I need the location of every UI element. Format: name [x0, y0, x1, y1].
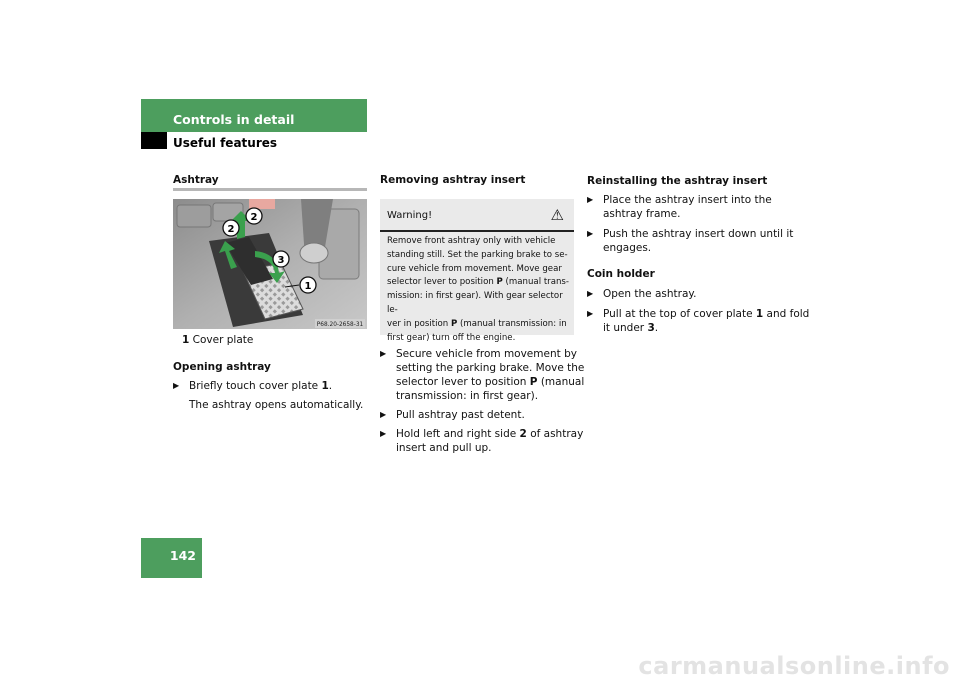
- warning-text-line: mission: in first gear). With gear selector le-: [387, 291, 563, 315]
- remove-step-secure: [396, 347, 584, 403]
- coin-step-fold-line: Pull at the top of cover plate 1 and fold: [603, 308, 810, 320]
- svg-text:3: 3: [277, 255, 285, 266]
- remove-step-hold-line: insert and pull up.: [396, 442, 492, 454]
- footer: [0, 648, 960, 678]
- subsection-title: Useful features: [173, 136, 278, 150]
- header-marker: [141, 132, 167, 149]
- bullet-arrow-icon: ▶: [173, 381, 180, 390]
- coin-step-fold: [603, 307, 809, 335]
- bullet-arrow-icon: ▶: [587, 309, 594, 318]
- svg-text:1: 1: [304, 281, 312, 292]
- warning-text-line: cure vehicle from movement. Move gear: [387, 263, 562, 274]
- remove-step-secure-line: selector lever to position P (manual: [396, 376, 585, 388]
- warning-divider: [380, 230, 574, 232]
- bullet-arrow-icon: ▶: [380, 349, 387, 358]
- reinstall-step-place: Place the ashtray insert into the ashtray frame.: [603, 194, 772, 220]
- warning-triangle-icon: ⚠: [550, 206, 564, 224]
- warning-text-line: ver in position P (manual transmission: in: [387, 318, 567, 329]
- remove-step-hold-line: Hold left and right side 2 of ashtray: [396, 428, 584, 440]
- open-step: Briefly touch cover plate 1.: [189, 380, 333, 392]
- warning-text-line: Remove front ashtray only with vehicle: [387, 236, 556, 246]
- coin-step-fold-line: it under 3.: [603, 322, 659, 334]
- bullet-arrow-icon: ▶: [380, 410, 387, 419]
- bullet-arrow-icon: ▶: [587, 195, 594, 204]
- opening-heading: Opening ashtray: [173, 361, 271, 373]
- svg-text:2: 2: [227, 224, 235, 235]
- coin-holder-heading: Coin holder: [587, 268, 655, 280]
- page-number: 142: [169, 548, 196, 563]
- remove-step-secure-line: setting the parking brake. Move the: [396, 362, 585, 374]
- remove-step-secure-line: transmission: in first gear).: [396, 390, 539, 402]
- svg-text:2: 2: [250, 212, 258, 223]
- open-result: The ashtray opens automatically.: [189, 399, 364, 411]
- bullet-arrow-icon: ▶: [587, 289, 594, 298]
- image-code: P68.20-2658-31: [316, 322, 364, 328]
- reinstall-heading: Reinstalling the ashtray insert: [587, 175, 768, 187]
- reinstall-step-push: Push the ashtray insert down until it engages.: [603, 228, 794, 254]
- warning-text-line: standing still. Set the parking brake to se-: [387, 249, 568, 260]
- remove-step-pull: Pull ashtray past detent.: [396, 409, 525, 421]
- warning-text-line: selector lever to position P (manual trans-: [387, 277, 570, 288]
- remove-step-hold: [396, 427, 583, 455]
- bullet-arrow-icon: ▶: [380, 429, 387, 438]
- ashtray-heading: Ashtray: [173, 174, 219, 186]
- caption: 1 Cover plate: [182, 334, 254, 346]
- warning-text: [387, 235, 571, 345]
- coin-step-open: Open the ashtray.: [603, 288, 697, 300]
- removing-heading: Removing ashtray insert: [380, 174, 526, 186]
- warning-text-line: first gear) turn off the engine.: [387, 332, 516, 343]
- bullet-arrow-icon: ▶: [587, 229, 594, 238]
- heading-rule: [173, 188, 367, 191]
- remove-step-secure-line: Secure vehicle from movement by: [396, 348, 577, 360]
- warning-box: [380, 199, 574, 343]
- warning-title: Warning!: [387, 210, 433, 221]
- ashtray-photo: [173, 199, 367, 329]
- section-title: Controls in detail: [173, 112, 295, 127]
- page-number-box: [141, 538, 202, 578]
- watermark: carmanualsonline.info: [638, 652, 950, 680]
